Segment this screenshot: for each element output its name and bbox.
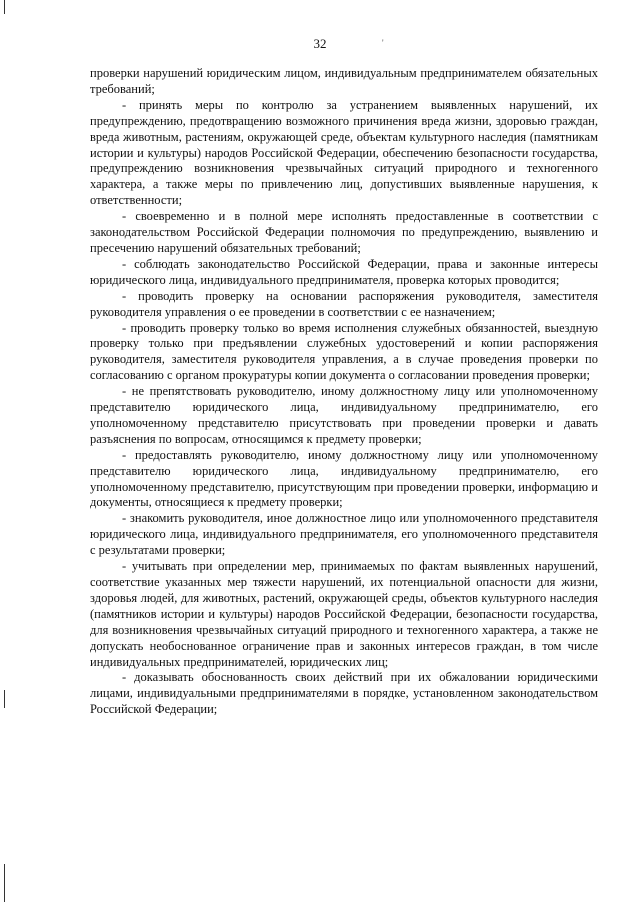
- scan-edge-mark: [4, 864, 5, 902]
- paragraph: - знакомить руководителя, иное должностное лицо или уполномоченного представителя юридического лица, индивидуального предпринимателя, его уполномоченного представителя с результатами проверки;: [90, 511, 598, 558]
- scan-edge-mark: [4, 690, 5, 708]
- paragraph: - проводить проверку только во время исполнения служебных обязанностей, выездную проверку только при предъявлении служебных удостоверений и копии распоряжения руководителя, заместителя руководителя управления, а в случае проведения проверки по согласованию с органом прокуратуры копии документа о согласовании проведения проверки;: [90, 320, 598, 383]
- paragraph: - не препятствовать руководителю, иному должностному лицу или уполномоченному представителю юридического лица, индивидуальному предпринимателю, его уполномоченному представителю присутствовать при проведении проверки и давать разъяснения по вопросам, относящимся к предмету проверки;: [90, 384, 598, 446]
- scan-dot: ': [382, 38, 384, 48]
- scan-edge-mark: [4, 0, 5, 14]
- paragraph: - проводить проверку на основании распоряжения руководителя, заместителя руководителя управления о ее проведении в соответствии с ее назначением;: [90, 288, 598, 319]
- paragraph: - предоставлять руководителю, иному должностному лицу или уполномоченному представителю юридического лица, индивидуальному предпринимателю, его уполномоченному представителю, присутствующим при проведении проверки, информацию и документы, относящиеся к предмету проверки;: [90, 447, 598, 510]
- paragraph: проверки нарушений юридическим лицом, индивидуальным предпринимателем обязательных требований;: [90, 66, 598, 96]
- body-text: [90, 66, 598, 718]
- paragraph: - своевременно и в полной мере исполнять предоставленные в соответствии с законодательством Российской Федерации полномочия по предупреждению, выявлению и пресечению нарушений обязательных требований;: [90, 209, 598, 255]
- paragraph: - соблюдать законодательство Российской Федерации, права и законные интересы юридического лица, индивидуального предпринимателя, проверка которых проводится;: [90, 256, 598, 287]
- paragraph: - учитывать при определении мер, принимаемых по фактам выявленных нарушений, соответствие указанных мер тяжести нарушений, их потенциальной опасности для жизни, здоровья людей, для животных, растений, окружающей среды, объектов культурного наследия (памятников истории и культуры) народов Российской Федерации, безопасности государства, для возникновения чрезвычайных ситуаций природного и техногенного характера, а также не допускать необоснованное ограничение прав и законных интересов граждан, в том числе индивидуальных предпринимателей, юридических лиц;: [90, 559, 598, 669]
- paragraph: - доказывать обоснованность своих действий при их обжаловании юридическими лицами, индивидуальными предпринимателями в порядке, установленном законодательством Российской Федерации;: [90, 670, 598, 717]
- paragraph: - принять меры по контролю за устранением выявленных нарушений, их предупреждению, предотвращению возможного причинения вреда жизни, здоровью граждан, вреда животным, растениям, окружающей среде, объектам культурного наследия (памятникам истории и культуры) народов Российской Федерации, обеспечению безопасности государства, предупреждению возникновения чрезвычайных ситуаций природного и техногенного характера, а также меры по привлечению лиц, допустивших выявленные нарушения, к ответственности;: [90, 97, 598, 208]
- page-number: 32: [313, 36, 327, 51]
